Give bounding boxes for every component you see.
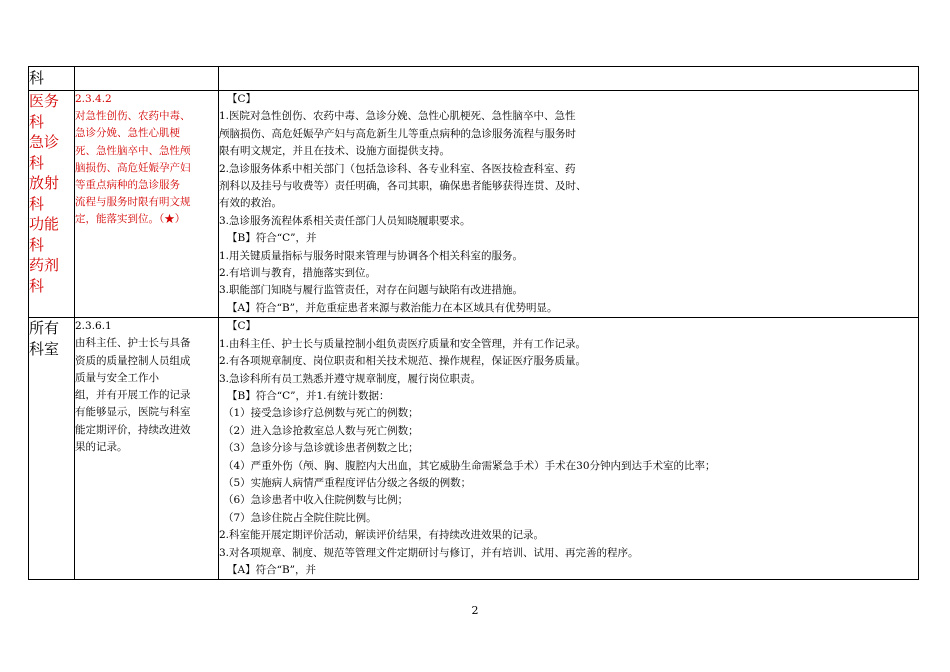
- grade-a-heading: 【A】符合“B”，并: [227, 563, 317, 576]
- standard-line: 限有明文规定，并且在技术、设施方面提供支持。: [219, 145, 450, 158]
- standard-cell: [219, 67, 919, 91]
- condition-line: 脑损伤、高危妊娠孕产妇: [75, 161, 191, 174]
- standard-line: 剂科以及挂号与收费等）责任明确，各司其职，确保患者能够获得连贯、及时、: [219, 180, 587, 193]
- standard-line: （2）进入急诊抢救室总人数与死亡例数；: [223, 424, 419, 437]
- grade-b-heading: 【B】符合“C”，并: [227, 232, 317, 245]
- standard-line: 2.科室能开展定期评价活动，解读评价结果，有持续改进效果的记录。: [219, 529, 545, 542]
- condition-line: 定，能落实到位。（★）: [75, 213, 186, 226]
- standard-line: （5）实施病人病情严重程度评估分级之各级的例数；: [223, 476, 472, 489]
- standard-line: 2.有各项规章制度、岗位职责和相关技术规范、操作规程，保证医疗服务质量。: [219, 355, 587, 368]
- condition-line: 果的记录。: [75, 440, 128, 453]
- condition-line: 2.3.4.2: [75, 93, 112, 105]
- condition-line: 能定期评价，持续改进效: [75, 423, 191, 436]
- standard-line: 3.对各项规章、制度、规范等管理文件定期研讨与修订，并有培训、试用、再完善的程序。: [219, 546, 639, 559]
- grade-c-heading: 【C】: [227, 320, 257, 333]
- table-row: [29, 318, 919, 580]
- grade-a-heading: 【A】符合“B”，并危重症患者来源与救治能力在本区域具有优势明显。: [227, 301, 558, 314]
- page-number: 2: [471, 604, 479, 617]
- standard-line: 2.急诊服务体系中相关部门（包括急诊科、各专业科室、各医技检查科室、药: [219, 162, 576, 175]
- dept-line: 功能: [29, 215, 60, 233]
- standard-line: （7）急诊住院占全院住院比例。: [223, 511, 377, 524]
- standard-line: 有效的救治。: [219, 197, 282, 210]
- standard-line: 1.医院对急性创伤、农药中毒、急诊分娩、急性心肌梗死、急性脑卒中、急性: [219, 110, 576, 123]
- condition-line: 急诊分娩、急性心肌梗: [75, 127, 180, 140]
- standard-line: 颅脑损伤、高危妊娠孕产妇与高危新生儿等重点病种的急诊服务流程与服务时: [219, 127, 576, 140]
- standard-line: 3.急诊科所有员工熟悉并遵守规章制度，履行岗位职责。: [219, 372, 482, 385]
- standard-line: 3.急诊服务流程体系相关责任部门人员知晓履职要求。: [219, 214, 471, 227]
- table-row: [29, 67, 919, 91]
- dept-line: 科: [29, 153, 45, 172]
- standard-line: （3）急诊分诊与急诊就诊患者例数之比；: [223, 442, 419, 455]
- dept-line: 急诊: [29, 133, 60, 151]
- dept-line: 科: [29, 276, 45, 295]
- condition-line: 对急性创伤、农药中毒、: [75, 110, 191, 123]
- condition-line: 流程与服务时限有明文规: [75, 196, 191, 209]
- standard-line: （1）接受急诊诊疗总例数与死亡的例数；: [223, 407, 419, 420]
- grade-c-heading: 【C】: [227, 93, 257, 105]
- dept-line: 医务: [29, 92, 60, 110]
- dept-text: 科: [29, 69, 45, 87]
- grade-b-heading: 【B】符合“C”，并1.有统计数据：: [227, 389, 390, 402]
- dept-line: 药剂: [29, 256, 60, 274]
- table-row: [29, 91, 919, 318]
- condition-line: 质量与安全工作小: [75, 371, 159, 384]
- condition-line: 2.3.6.1: [75, 320, 112, 333]
- dept-cell: [29, 318, 75, 580]
- dept-line: 放射: [29, 174, 60, 192]
- condition-line: 等重点病种的急诊服务: [75, 179, 180, 192]
- condition-cell: [75, 67, 219, 91]
- condition-line: 由科主任、护士长与具备: [75, 337, 191, 350]
- standard-line: 1.用关键质量指标与服务时限来管理与协调各个相关科室的服务。: [219, 249, 524, 262]
- standard-line: （4）严重外伤（颅、胸、腹腔内大出血，其它威胁生命需紧急手术）手术在30分钟内到达手术室的比率；: [223, 459, 716, 472]
- condition-line: 组，并有开展工作的记录: [75, 389, 191, 402]
- dept-cell: [29, 91, 75, 318]
- standards-table: [28, 66, 919, 580]
- standard-line: 2.有培训与教育，措施落实到位。: [219, 267, 377, 280]
- standard-cell: [219, 318, 919, 580]
- condition-line: 有能够显示，医院与科室: [75, 406, 191, 419]
- condition-cell: [75, 91, 219, 318]
- dept-line: 科: [29, 194, 45, 213]
- dept-line: 科室: [29, 339, 60, 358]
- dept-line: 科: [29, 235, 45, 254]
- standard-line: 3.职能部门知晓与履行监管责任，对存在问题与缺陷有改进措施。: [219, 284, 524, 297]
- condition-line: 资质的质量控制人员组成: [75, 354, 191, 367]
- dept-cell: [29, 67, 75, 91]
- standard-cell: [219, 91, 919, 318]
- standard-line: （6）急诊患者中收入住院例数与比例；: [223, 494, 409, 507]
- dept-line: 科: [29, 112, 45, 131]
- condition-cell: [75, 318, 219, 580]
- standard-line: 1.由科主任、护士长与质量控制小组负责医疗质量和安全管理，并有工作记录。: [219, 337, 587, 350]
- dept-line: 所有: [29, 319, 60, 338]
- condition-line: 死、急性脑卒中、急性颅: [75, 144, 191, 157]
